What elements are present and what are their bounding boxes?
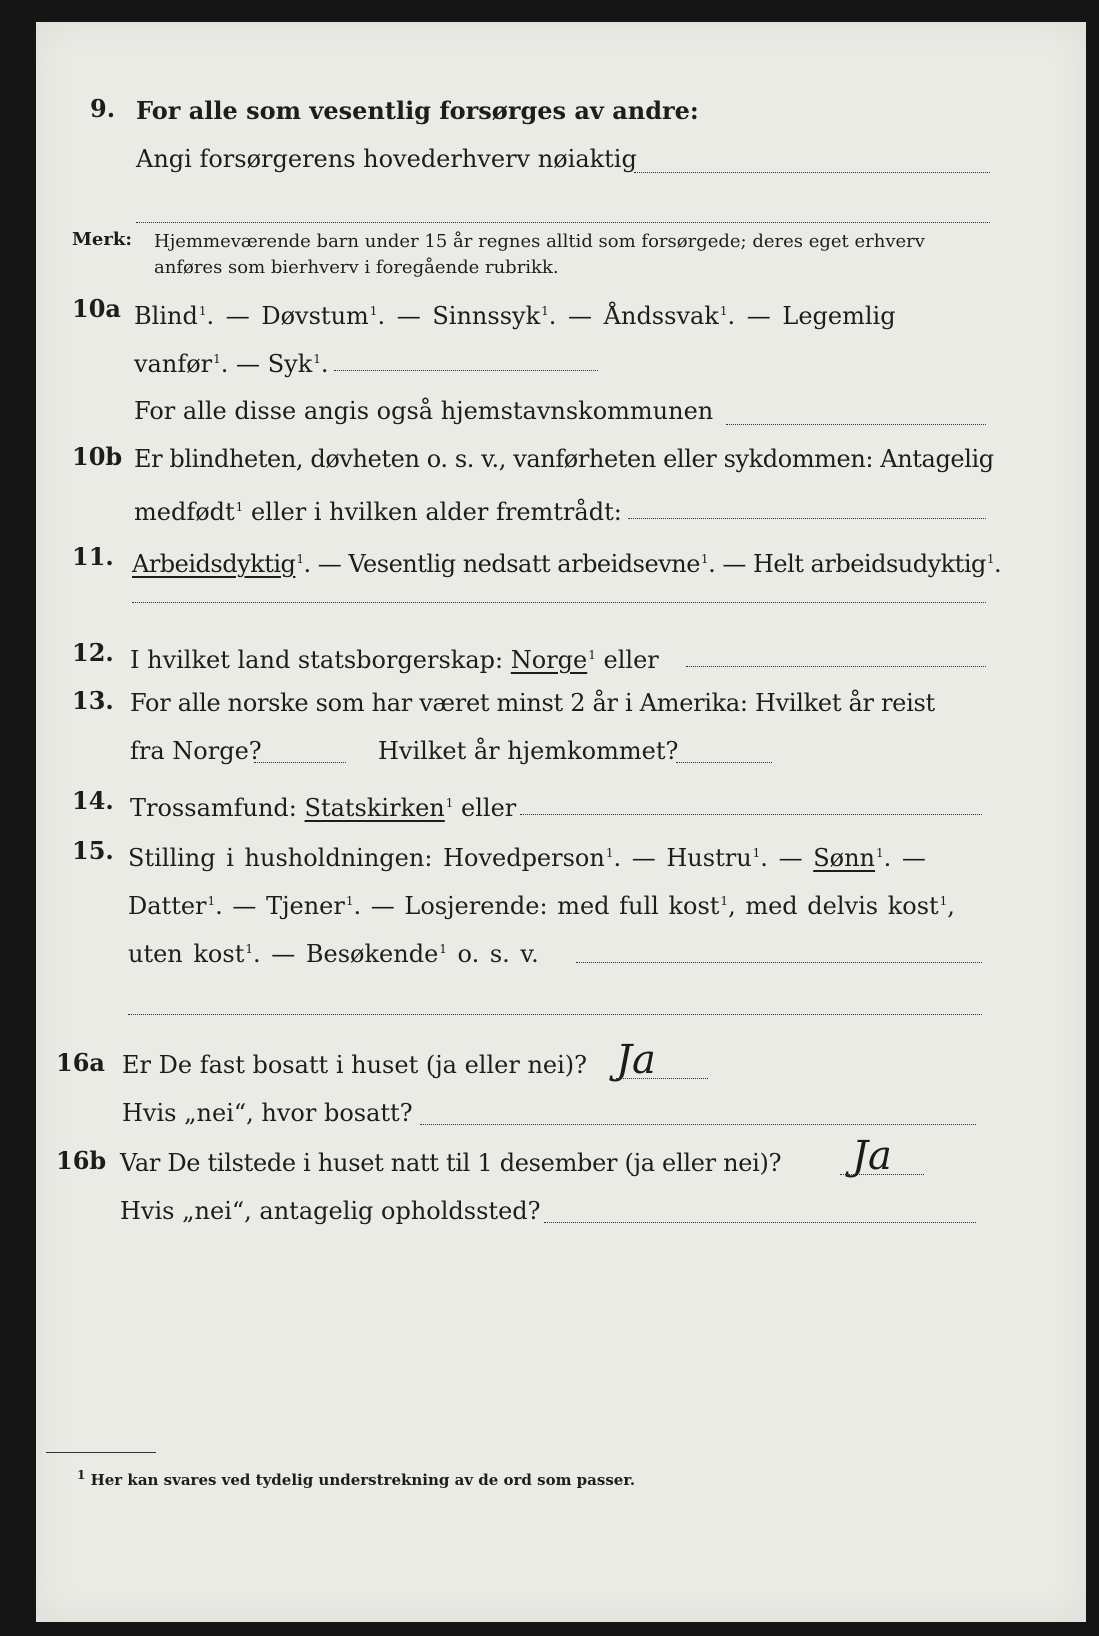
q15-tjener[interactable]: Tjener [266, 892, 345, 920]
q12-eller: eller [603, 646, 659, 674]
q13-line1: For alle norske som har været minst 2 år i Amerika: Hvilket år reist [130, 689, 935, 717]
form-page [36, 22, 1086, 1622]
q16b-answer-line[interactable] [840, 1174, 924, 1175]
q14-number: 14. [72, 786, 114, 815]
q11-arbeidsdyktig[interactable]: Arbeidsdyktig [132, 550, 296, 578]
q11-vesentlig[interactable]: Vesentlig nedsatt arbeidsevne [348, 550, 700, 578]
q15-sonn[interactable]: Sønn [813, 844, 876, 872]
q15-line1: Stilling i husholdningen: Hovedperson$^1$. — Hustru$^1$. — Sønn$^1$. — [128, 844, 926, 872]
separator-dash: — [236, 350, 261, 378]
q15-delvis-kost[interactable]: med delvis kost [745, 892, 939, 920]
q10b-number: 10b [72, 442, 123, 471]
q10a-legemlig[interactable]: Legemlig [782, 302, 896, 330]
separator-dash: — [568, 302, 593, 330]
q15-number: 15. [72, 836, 114, 865]
footnote-marker: 1 [876, 846, 884, 860]
footnote-marker: 1 [719, 304, 728, 318]
q13-reist-line[interactable] [254, 762, 346, 763]
q16b-handwritten-answer[interactable]: Ja [852, 1133, 892, 1179]
q13-hjemkommet: Hvilket år hjemkommet? [378, 737, 679, 765]
q10a-hjemstavn-line[interactable] [726, 424, 986, 425]
q15-full-kost[interactable]: med full kost [557, 892, 720, 920]
q13-number: 13. [72, 686, 114, 715]
q10b-answer-line[interactable] [628, 518, 986, 519]
q16a-answer-line[interactable] [616, 1078, 708, 1079]
q16a-hvis-nei: Hvis „nei“, hvor bosatt? [122, 1099, 413, 1127]
q10a-sinnssyk[interactable]: Sinnssyk [432, 302, 541, 330]
separator-dash: — [370, 892, 395, 920]
q10b-medfodt[interactable]: medfødt [134, 498, 235, 526]
separator-dash: — [317, 550, 342, 578]
separator-dash: — [225, 302, 250, 330]
footnote-marker: 1 [296, 552, 304, 566]
footnote-marker: 1 [213, 352, 221, 366]
merk-line2: anføres som bierhverv i foregående rubrikk. [154, 257, 559, 278]
separator-dash: — [778, 844, 803, 872]
q12-norge[interactable]: Norge [510, 646, 588, 674]
q15-line3: uten kost$^1$. — Besøkende$^1$ o. s. v. [128, 940, 539, 968]
q15-hustru[interactable]: Hustru [666, 844, 752, 872]
q16b-number: 16b [56, 1146, 107, 1175]
separator-dash: — [746, 302, 771, 330]
q16a-handwritten-answer[interactable]: Ja [616, 1037, 656, 1083]
footnote-marker: 1 [235, 500, 244, 514]
q9-number: 9. [90, 94, 116, 123]
footnote-marker: 1 [986, 552, 994, 566]
q9-line1: For alle som vesentlig forsørges av andre: [136, 96, 699, 125]
footnote-marker: 1 [588, 648, 596, 662]
q16a-bosatt-line[interactable] [420, 1124, 976, 1125]
q11-line: Arbeidsdyktig$^1$. — Vesentlig nedsatt arbeidsevne$^1$. — Helt arbeidsudyktig$^1$. [132, 550, 1002, 578]
footnote [76, 1468, 635, 1489]
q9-answer-line[interactable] [634, 172, 990, 173]
q10b-line2-rest: eller i hvilken alder fremtrådt: [250, 498, 622, 526]
q16b-hvis-nei: Hvis „nei“, antagelig opholdssted? [120, 1197, 541, 1225]
q14-label: Trossamfund: [130, 794, 297, 822]
q13-fra-norge: fra Norge? [130, 737, 262, 765]
q10b-line1: Er blindheten, døvheten o. s. v., vanførheten eller sykdommen: Antagelig [134, 445, 994, 473]
footnote-marker: 1 [369, 304, 378, 318]
footnote-marker: 1 [720, 894, 729, 908]
separator-dash: — [271, 940, 296, 968]
q9-answer-line-2[interactable] [136, 222, 990, 223]
q15-hovedperson[interactable]: Hovedperson [443, 844, 605, 872]
q11-helt[interactable]: Helt arbeidsudyktig [752, 550, 986, 578]
q10a-line1: Blind$^1$. — Døvstum$^1$. — Sinnssyk$^1$. — Åndssvak$^1$. — Legemlig [134, 302, 896, 330]
q11-number: 11. [72, 542, 114, 571]
q15-osv: o. s. v. [457, 940, 539, 968]
q15-losjerende: Losjerende: [404, 892, 548, 920]
footnote-number: 1 [77, 1468, 86, 1482]
footnote-text: Her kan svares ved tydelig understrekning av de ord som passer. [90, 1471, 636, 1489]
footnote-rule [46, 1452, 156, 1453]
q15-datter[interactable]: Datter [128, 892, 207, 920]
footnote-marker: 1 [939, 894, 948, 908]
q14-answer-line[interactable] [520, 814, 982, 815]
q10a-syk[interactable]: Syk [267, 350, 313, 378]
q10a-andssvak[interactable]: Åndssvak [603, 302, 719, 330]
separator-dash: — [722, 550, 746, 578]
separator-dash: — [901, 844, 926, 872]
q12-answer-line[interactable] [686, 666, 986, 667]
footnote-marker: 1 [605, 846, 614, 860]
q10a-vanfor[interactable]: vanfør [134, 350, 213, 378]
footnote-marker: 1 [541, 304, 549, 318]
q10a-number: 10a [72, 294, 121, 323]
footnote-marker: 1 [439, 942, 447, 956]
q14-statskirken[interactable]: Statskirken [304, 794, 445, 822]
q12-text: I hvilket land statsborgerskap: [130, 646, 504, 674]
q12-number: 12. [72, 638, 114, 667]
q16b-question: Var De tilstede i huset natt til 1 desember (ja eller nei)? [120, 1149, 782, 1177]
q13-hjemkommet-line[interactable] [676, 762, 772, 763]
q9-line2: Angi forsørgerens hovederhverv nøiaktig [136, 145, 637, 173]
q16b-opholdssted-line[interactable] [544, 1222, 976, 1223]
q10b-line2 [134, 492, 622, 527]
footnote-marker: 1 [313, 352, 321, 366]
q15-uten-kost[interactable]: uten kost [128, 940, 245, 968]
census-form [36, 22, 1086, 1622]
separator-dash: — [396, 302, 421, 330]
q14-eller: eller [461, 794, 517, 822]
merk-label: Merk: [72, 229, 132, 250]
footnote-marker: 1 [345, 894, 354, 908]
footnote-marker: 1 [445, 796, 454, 810]
q16a-question: Er De fast bosatt i huset (ja eller nei)? [122, 1051, 588, 1079]
merk-line1: Hjemmeværende barn under 15 år regnes alltid som forsørgede; deres eget erhverv [154, 231, 925, 252]
footnote-marker: 1 [198, 304, 207, 318]
footnote-marker: 1 [207, 894, 216, 908]
separator-dash: — [232, 892, 257, 920]
q15-answer-line[interactable] [576, 962, 982, 963]
footnote-marker: 1 [245, 942, 253, 956]
q10a-line3: For alle disse angis også hjemstavnskommunen [134, 397, 714, 425]
q11-answer-line[interactable] [132, 602, 986, 603]
footnote-marker: 1 [752, 846, 761, 860]
q15-stilling: Stilling i husholdningen: [128, 844, 433, 872]
q10a-syk-line[interactable] [334, 370, 598, 371]
q14-line [130, 788, 516, 823]
q15-answer-line-2[interactable] [128, 1014, 982, 1015]
separator-dash: — [631, 844, 656, 872]
q15-besokende[interactable]: Besøkende [305, 940, 439, 968]
q10a-line2: vanfør$^1$. — Syk$^1$. [134, 350, 329, 378]
q10a-blind[interactable]: Blind [134, 302, 198, 330]
q10a-dovstum[interactable]: Døvstum [261, 302, 369, 330]
footnote-marker: 1 [700, 552, 709, 566]
q15-line2: Datter$^1$. — Tjener$^1$. — Losjerende: med full kost$^1$, med delvis kost$^1$, [128, 892, 955, 920]
q12-line [130, 640, 659, 675]
q16a-number: 16a [56, 1048, 105, 1077]
